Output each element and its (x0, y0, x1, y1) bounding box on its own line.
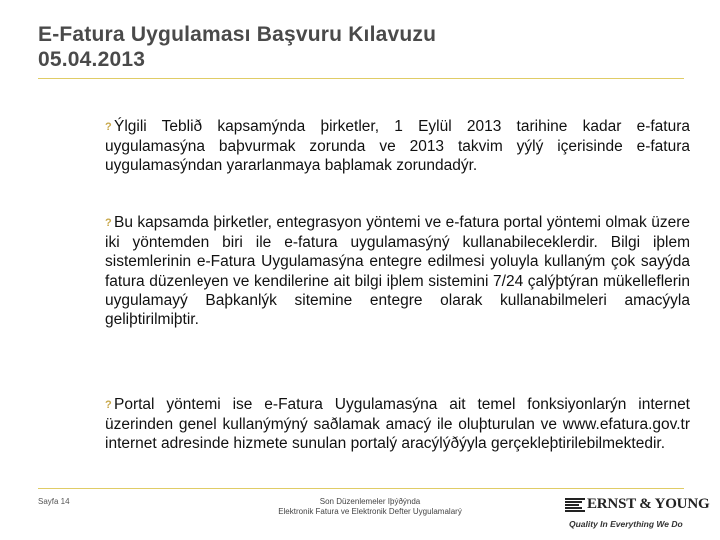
footer-divider (38, 488, 684, 489)
paragraph-2 (105, 213, 690, 329)
page-title (38, 22, 436, 72)
paragraph-3 (105, 395, 690, 454)
page-number: Sayfa 14 (38, 497, 70, 506)
logo-wordmark: ERNST & YOUNG (587, 496, 710, 512)
logo-tagline: Quality In Everything We Do (569, 519, 683, 529)
paragraph-text: Portal yöntemi ise e-Fatura Uygulamasýna ait temel fonksiyonlarýn internet üzerinden genel kullanýmýný saðlamak amacý ile oluþturulan ve www.efatura.gov.tr internet adresinde hizmete sunulan portalý aracýlýðýyla gerçekleþtirilebilmektedir. (105, 396, 690, 453)
footer-caption-line-1: Son Düzenlemeler Iþýðýnda (319, 497, 421, 506)
footer-caption-line-2: Elektronik Fatura ve Elektronik Defter Uygulamalarý (278, 507, 462, 516)
bullet-icon: ? (105, 217, 112, 229)
title-line-1: E-Fatura Uygulaması Başvuru Kılavuzu (38, 23, 437, 46)
bullet-icon: ? (105, 121, 112, 133)
paragraph-text: Ýlgili Teblið kapsamýnda þirketler, 1 Eylül 2013 tarihine kadar e-fatura uygulamasýna baþvurmak zorunda ve 2013 takvim yýlý içerisinde e-fatura uygulamasýndan yararlanmaya baþlamak zorundadýr. (105, 118, 690, 175)
bullet-icon: ? (105, 399, 112, 411)
title-divider (38, 78, 684, 79)
footer-caption (240, 497, 500, 517)
ernst-young-logo (565, 496, 710, 536)
paragraph-1 (105, 117, 690, 176)
paragraph-text: Bu kapsamda þirketler, entegrasyon yöntemi ve e-fatura portal yöntemi olmak üzere iki yöntemden biri ile e-fatura uygulamasýný kullanabileceklerdir. Bilgi iþlem sistemlerinin e-Fatura Uygulamasýna entegre edilmesi yoluyla kullaným çok sayýda fatura düzenleyen ve kendilerine ait bilgi iþlem sistemini 7/24 çalýþtýran mükelleflerin uygulamayý Baþkanlýk sitemine entegre olarak kullanabilmeleri amacýyla geliþtirilmiþtir. (105, 214, 690, 329)
title-line-2: 05.04.2013 (38, 48, 146, 71)
logo-mark-icon (565, 498, 585, 515)
